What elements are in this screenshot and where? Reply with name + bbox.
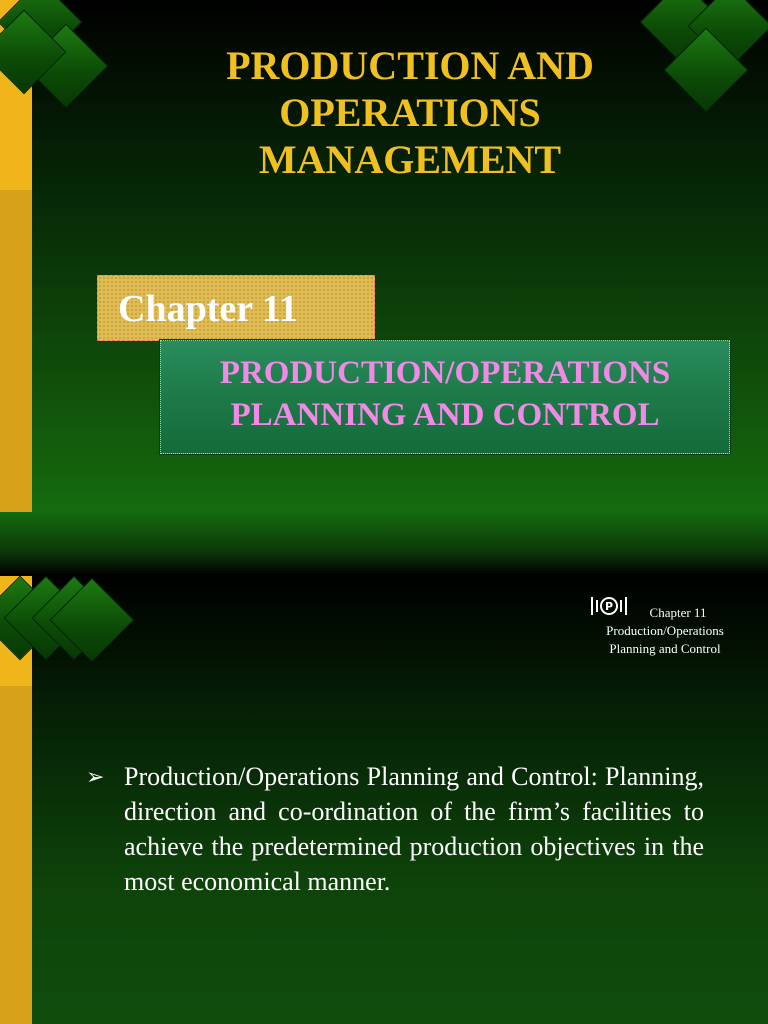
bullet-item (86, 759, 704, 899)
slide-gap (0, 512, 768, 576)
arrow-bullet-icon: ➢ (86, 764, 105, 789)
caption-line: Planning and Control (609, 641, 721, 656)
slide-caption (584, 604, 746, 658)
chapter-label: Chapter 11 (118, 288, 298, 330)
slide-title (140, 42, 680, 183)
subtitle-line: PRODUCTION/OPERATIONS (219, 355, 671, 391)
title-line: MANAGEMENT (258, 137, 562, 182)
svg-text:P: P (604, 600, 614, 613)
bullet-text: Production/Operations Planning and Control: Planning, direction and co-ordination of the firm’s facilities to achieve the predetermined production objectives in the most economical manner. (124, 762, 704, 896)
chapter-subtitle (160, 352, 730, 436)
title-line: OPERATIONS (279, 90, 541, 135)
title-line: PRODUCTION AND (226, 43, 594, 88)
caption-line: Production/Operations (606, 623, 724, 638)
content-slide (0, 576, 768, 1024)
subtitle-line: PLANNING AND CONTROL (230, 397, 660, 433)
caption-line: Chapter 11 (649, 605, 707, 620)
